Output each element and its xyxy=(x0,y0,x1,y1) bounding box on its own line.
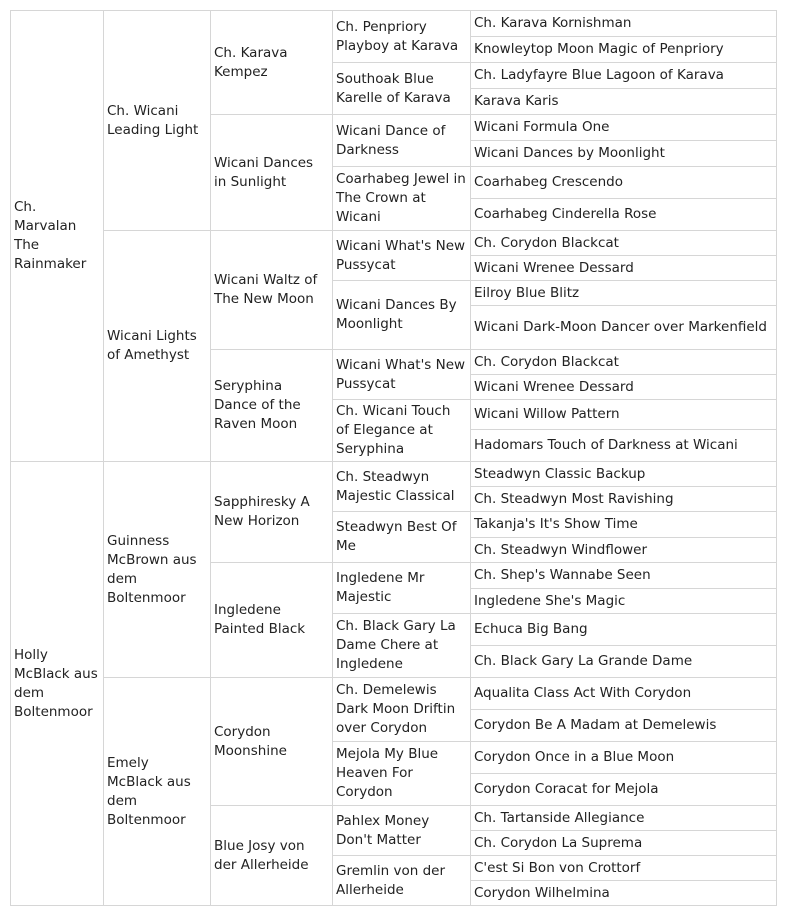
ssss-cell: Ch. Penpriory Playboy at Karava xyxy=(333,11,471,63)
dam-cell: Holly McBlack aus dem Boltenmoor xyxy=(11,462,104,906)
sdsss-cell: Ch. Corydon Blackcat xyxy=(471,231,777,256)
sdsdd-cell: Wicani Dark-Moon Dancer over Markenfield xyxy=(471,306,777,350)
ssdsd-cell: Wicani Dances by Moonlight xyxy=(471,141,777,167)
sire-cell: Ch. Marvalan The Rainmaker xyxy=(11,11,104,462)
ssssd-cell: Knowleytop Moon Magic of Penpriory xyxy=(471,37,777,63)
ddsss-cell: Aqualita Class Act With Corydon xyxy=(471,678,777,710)
ddss-cell: Ch. Demelewis Dark Moon Driftin over Corydon xyxy=(333,678,471,742)
sddss-cell: Ch. Corydon Blackcat xyxy=(471,350,777,375)
sssdd-cell: Karava Karis xyxy=(471,89,777,115)
sssd-cell: Southoak Blue Karelle of Karava xyxy=(333,63,471,115)
ddsds-cell: Corydon Once in a Blue Moon xyxy=(471,742,777,774)
dsd-cell: Ingledene Painted Black xyxy=(211,563,333,678)
dsdss-cell: Ch. Shep's Wannabe Seen xyxy=(471,563,777,589)
dssds-cell: Takanja's It's Show Time xyxy=(471,512,777,538)
sdsd-cell: Wicani Dances By Moonlight xyxy=(333,281,471,350)
dddsd-cell: Ch. Corydon La Suprema xyxy=(471,831,777,856)
sdddd-cell: Hadomars Touch of Darkness at Wicani xyxy=(471,430,777,462)
sdds-cell: Wicani What's New Pussycat xyxy=(333,350,471,400)
dds-cell: Corydon Moonshine xyxy=(211,678,333,806)
ddddd-cell: Corydon Wilhelmina xyxy=(471,881,777,906)
dsss-cell: Ch. Steadwyn Majestic Classical xyxy=(333,462,471,512)
pedigree-table xyxy=(10,10,777,906)
dddss-cell: Ch. Tartanside Allegiance xyxy=(471,806,777,831)
sddd-cell: Ch. Wicani Touch of Elegance at Seryphina xyxy=(333,400,471,462)
sire-sire-cell: Ch. Wicani Leading Light xyxy=(104,11,211,231)
ssdds-cell: Coarhabeg Crescendo xyxy=(471,167,777,199)
ddd-cell: Blue Josy von der Allerheide xyxy=(211,806,333,906)
dssss-cell: Steadwyn Classic Backup xyxy=(471,462,777,487)
ssdss-cell: Wicani Formula One xyxy=(471,115,777,141)
sssds-cell: Ch. Ladyfayre Blue Lagoon of Karava xyxy=(471,63,777,89)
ssd-cell: Wicani Dances in Sunlight xyxy=(211,115,333,231)
dsssd-cell: Ch. Steadwyn Most Ravishing xyxy=(471,487,777,512)
ddsd-cell: Mejola My Blue Heaven For Corydon xyxy=(333,742,471,806)
dam-dam-cell: Emely McBlack aus dem Boltenmoor xyxy=(104,678,211,906)
dsddd-cell: Ch. Black Gary La Grande Dame xyxy=(471,646,777,678)
sdssd-cell: Wicani Wrenee Dessard xyxy=(471,256,777,281)
dss-cell: Sapphiresky A New Horizon xyxy=(211,462,333,563)
sssss-cell: Ch. Karava Kornishman xyxy=(471,11,777,37)
ssdd-cell: Coarhabeg Jewel in The Crown at Wicani xyxy=(333,167,471,231)
ddsdd-cell: Corydon Coracat for Mejola xyxy=(471,774,777,806)
sdss-cell: Wicani What's New Pussycat xyxy=(333,231,471,281)
dsds-cell: Ingledene Mr Majestic xyxy=(333,563,471,614)
sddsd-cell: Wicani Wrenee Dessard xyxy=(471,375,777,400)
dddds-cell: C'est Si Bon von Crottorf xyxy=(471,856,777,881)
sds-cell: Wicani Waltz of The New Moon xyxy=(211,231,333,350)
dsdsd-cell: Ingledene She's Magic xyxy=(471,589,777,614)
ddssd-cell: Corydon Be A Madam at Demelewis xyxy=(471,710,777,742)
ssds-cell: Wicani Dance of Darkness xyxy=(333,115,471,167)
sdd-cell: Seryphina Dance of the Raven Moon xyxy=(211,350,333,462)
dssdd-cell: Ch. Steadwyn Windflower xyxy=(471,538,777,563)
sdsds-cell: Eilroy Blue Blitz xyxy=(471,281,777,306)
sss-cell: Ch. Karava Kempez xyxy=(211,11,333,115)
ddds-cell: Pahlex Money Don't Matter xyxy=(333,806,471,856)
ssddd-cell: Coarhabeg Cinderella Rose xyxy=(471,199,777,231)
dddd-cell: Gremlin von der Allerheide xyxy=(333,856,471,906)
dsdds-cell: Echuca Big Bang xyxy=(471,614,777,646)
sire-dam-cell: Wicani Lights of Amethyst xyxy=(104,231,211,462)
dsdd-cell: Ch. Black Gary La Dame Chere at Ingledene xyxy=(333,614,471,678)
dam-sire-cell: Guinness McBrown aus dem Boltenmoor xyxy=(104,462,211,678)
dssd-cell: Steadwyn Best Of Me xyxy=(333,512,471,563)
sddds-cell: Wicani Willow Pattern xyxy=(471,400,777,430)
